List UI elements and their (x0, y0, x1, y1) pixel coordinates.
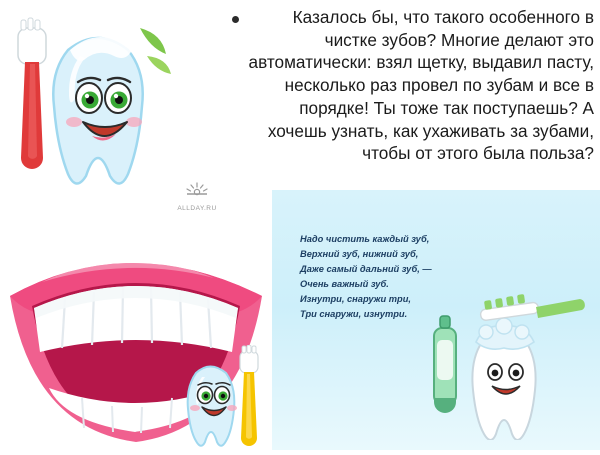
watermark-label: ALLDAY.RU (177, 205, 217, 212)
sun-icon (185, 182, 209, 196)
toothbrush-red-icon (18, 18, 46, 169)
poem-line: Три снаружи, изнутри. (300, 309, 408, 320)
toothbrush-yellow-icon (240, 345, 258, 446)
bullet-marker-icon (232, 16, 239, 23)
poem-panel (272, 190, 600, 450)
bullet-paragraph (232, 6, 594, 165)
poem-line: Изнутри, снаружи три, (300, 294, 411, 305)
watermark-stamp (168, 182, 226, 215)
poem-line: Очень важный зуб. (300, 279, 389, 290)
bullet-text: Казалось бы, что такого особенного в чистке зубов? Многие делают это автоматически: взял щетку, выдавил пасту, несколько раз провел по зубам и все в порядке! Ты тоже так поступаешь? А хочешь узнать, как ухаживать за зубами, чтобы от этого была польза? (248, 7, 594, 164)
poem-line: Надо чистить каждый зуб, (300, 234, 430, 244)
small-tooth-body (188, 367, 237, 446)
tooth-with-foam (472, 318, 535, 440)
poem-tooth-illustration (420, 290, 600, 440)
poem-line: Верхний зуб, нижний зуб, (300, 249, 419, 260)
toothbrush-green-icon (480, 294, 585, 321)
small-tooth-illustration (178, 345, 288, 450)
poem-line: Даже самый дальний зуб, — (300, 264, 432, 275)
decorative-sparkles (140, 28, 171, 74)
toothpaste-tube-icon (434, 316, 456, 413)
